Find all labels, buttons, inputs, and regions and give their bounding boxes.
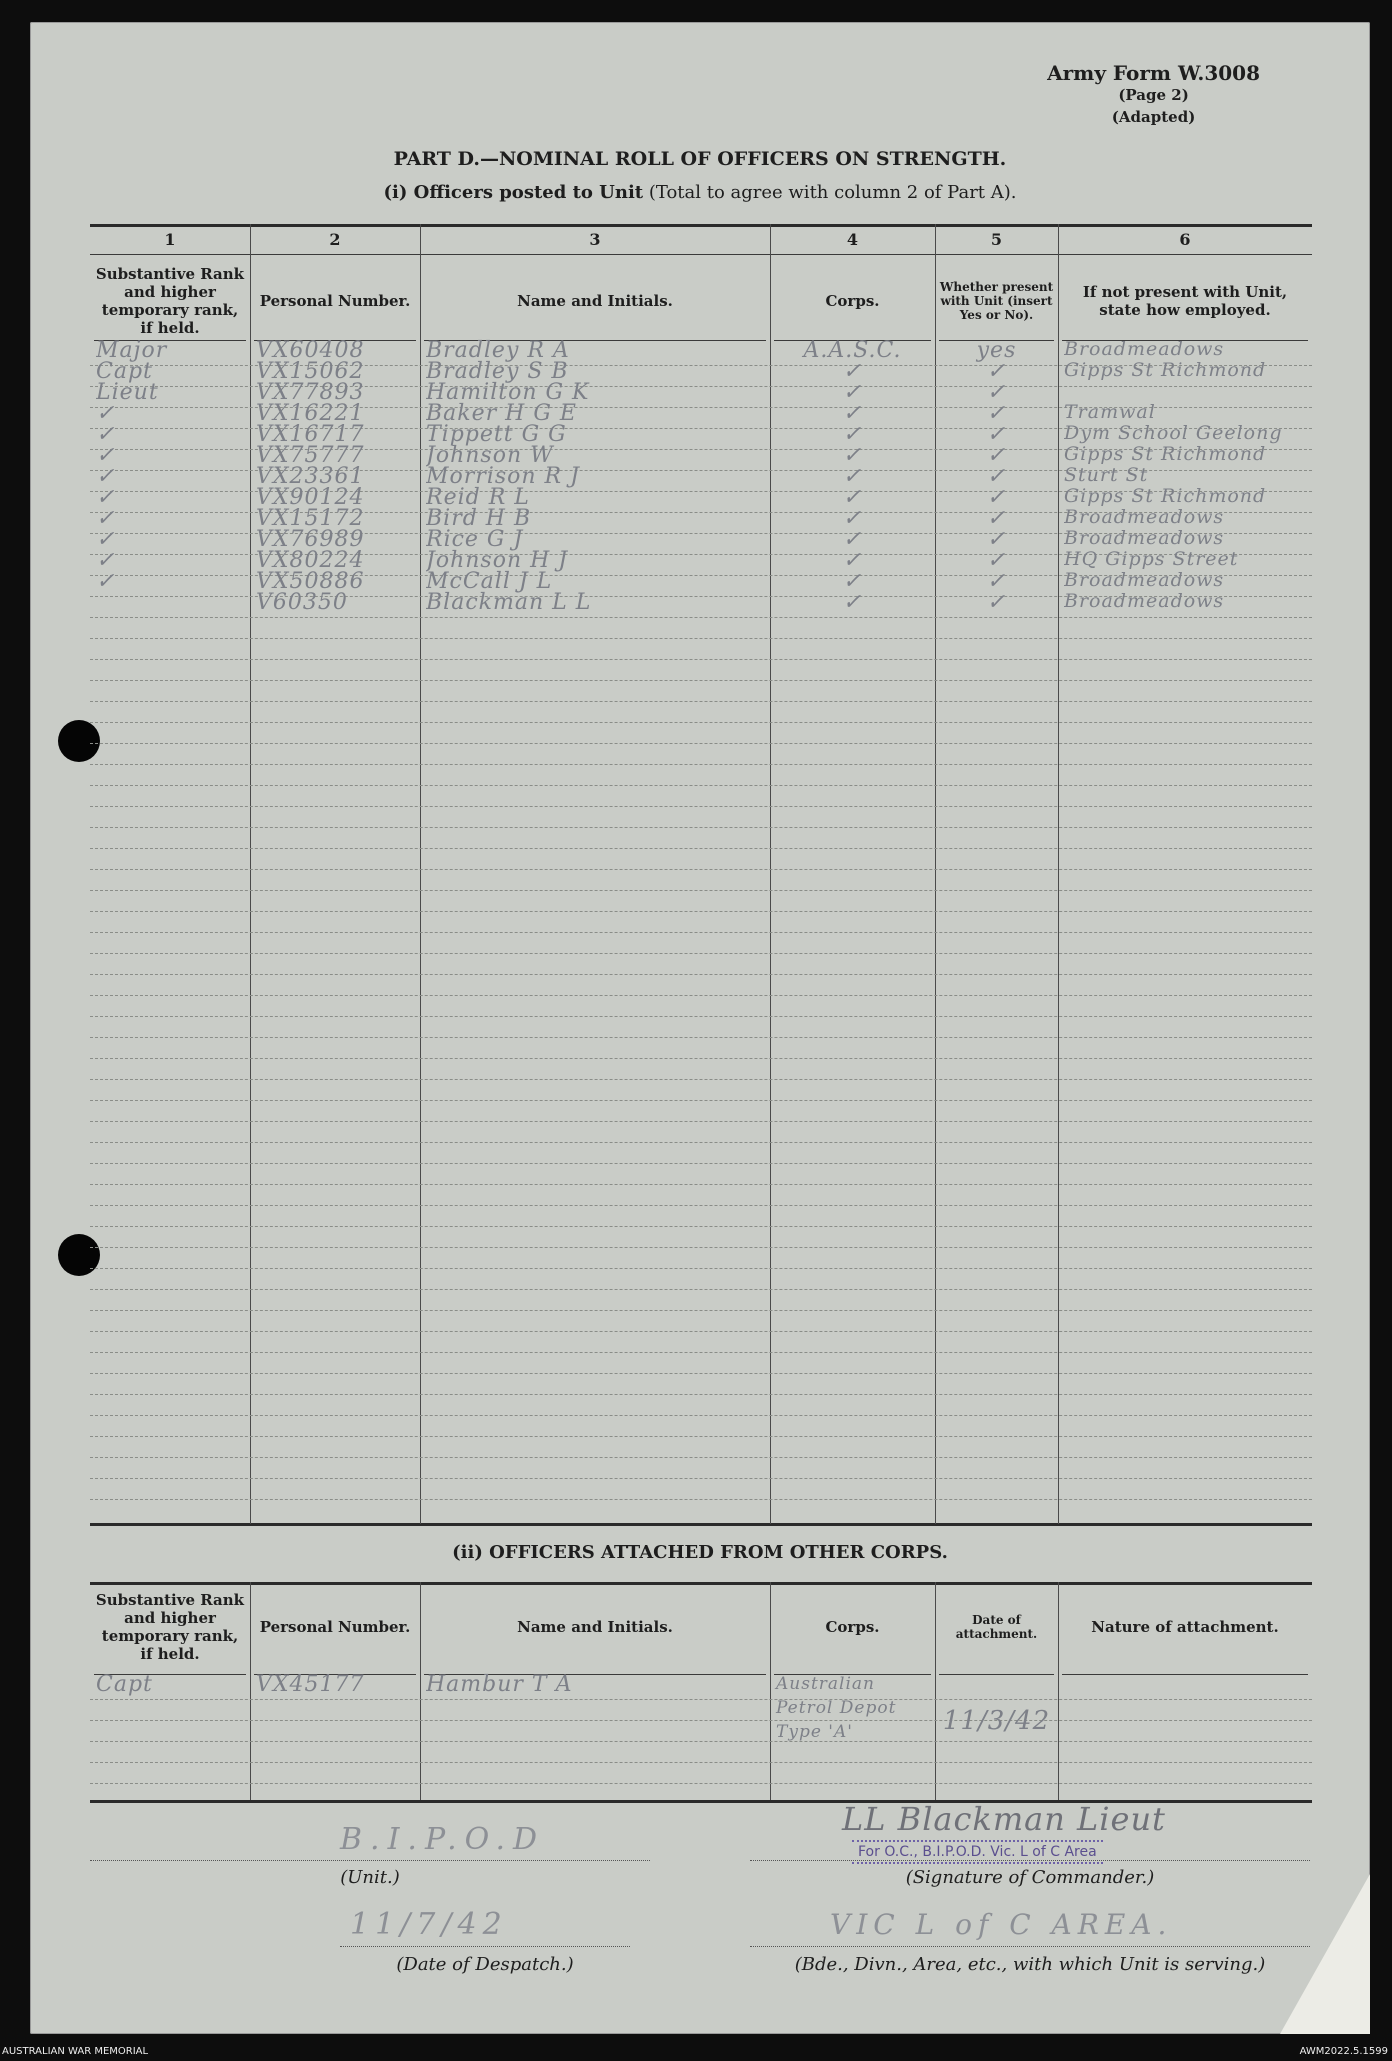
column-divider xyxy=(770,224,771,1524)
ruled-line xyxy=(90,701,1312,702)
column-header xyxy=(939,1588,1054,1666)
handwritten-present: ✓ xyxy=(986,380,1007,405)
despatch-value: 11/7/42 xyxy=(350,1907,508,1942)
handwritten-corps: A.A.S.C. xyxy=(803,338,902,363)
handwritten-present: ✓ xyxy=(986,506,1007,531)
unit-line xyxy=(90,1860,650,1861)
handwritten-number: VX90124 xyxy=(256,485,365,510)
handwritten-name: Bird H B xyxy=(426,506,532,531)
column-header-label: If not present with Unit, state how employed. xyxy=(1082,283,1288,319)
ruled-line xyxy=(90,617,1312,618)
handwritten-employed: Gipps St Richmond xyxy=(1064,485,1267,507)
handwritten-number: VX16717 xyxy=(256,422,365,447)
form-sheet xyxy=(30,22,1370,2034)
ruled-line xyxy=(90,1741,1312,1742)
handwritten-present: ✓ xyxy=(986,569,1007,594)
column-header-label: Whether present with Unit (insert Yes or No). xyxy=(939,280,1054,322)
column-header-label: Nature of attachment. xyxy=(1091,1618,1279,1636)
handwritten-name: Baker H G E xyxy=(426,401,577,426)
area-caption: (Bde., Divn., Area, etc., with which Unit is serving.) xyxy=(794,1954,1266,1975)
handwritten-employed: Broadmeadows xyxy=(1064,527,1225,549)
header-underline xyxy=(939,1674,1054,1675)
officers-attached-table xyxy=(90,1582,1312,1802)
column-header xyxy=(424,260,766,342)
ruled-line xyxy=(90,911,1312,912)
ruled-line xyxy=(90,974,1312,975)
ruled-line xyxy=(90,1163,1312,1164)
column-divider xyxy=(1058,1582,1059,1800)
column-header xyxy=(254,1588,416,1666)
unit-caption: (Unit.) xyxy=(340,1867,400,1888)
handwritten-corps: ✓ xyxy=(842,590,863,615)
handwritten-rank: Lieut xyxy=(96,380,159,405)
handwritten-name: Hambur T A xyxy=(426,1672,573,1697)
column-divider xyxy=(250,1582,251,1800)
section2-title: (ii) OFFICERS ATTACHED FROM OTHER CORPS. xyxy=(452,1542,948,1563)
officers-posted-table xyxy=(90,224,1312,1526)
ruled-line xyxy=(90,995,1312,996)
column-header xyxy=(1062,260,1308,342)
form-number: Army Form W.3008 xyxy=(1047,61,1260,85)
handwritten-present: ✓ xyxy=(986,401,1007,426)
ruled-line xyxy=(90,953,1312,954)
handwritten-number: VX15172 xyxy=(256,506,365,531)
ruled-line xyxy=(90,1184,1312,1185)
handwritten-rank: ✓ xyxy=(96,464,116,489)
handwritten-name: Blackman L L xyxy=(426,590,592,615)
ruled-line xyxy=(90,1121,1312,1122)
handwritten-number: VX50886 xyxy=(256,569,365,594)
handwritten-number: VX15062 xyxy=(256,359,365,384)
column-header xyxy=(939,260,1054,342)
column-divider xyxy=(770,1582,771,1800)
handwritten-present: ✓ xyxy=(986,590,1007,615)
ruled-line xyxy=(90,1100,1312,1101)
column-header-label: Name and Initials. xyxy=(517,1618,673,1636)
form-adapted: (Adapted) xyxy=(1111,108,1196,126)
handwritten-name: McCall J L xyxy=(426,569,553,594)
ruled-line xyxy=(90,1499,1312,1500)
despatch-line xyxy=(340,1946,630,1947)
ruled-line xyxy=(90,806,1312,807)
handwritten-corps: ✓ xyxy=(842,359,863,384)
column-number: 3 xyxy=(589,230,601,249)
ruled-line xyxy=(90,659,1312,660)
column-header-label: Name and Initials. xyxy=(517,292,673,310)
column-divider xyxy=(935,1582,936,1800)
ruled-line xyxy=(90,1037,1312,1038)
handwritten-number: VX23361 xyxy=(256,464,365,489)
ruled-line xyxy=(90,1478,1312,1479)
ruled-line xyxy=(90,1457,1312,1458)
handwritten-present: ✓ xyxy=(986,422,1007,447)
handwritten-corps: ✓ xyxy=(842,443,863,468)
ruled-line xyxy=(90,848,1312,849)
handwritten-number: VX80224 xyxy=(256,548,365,573)
handwritten-corps: ✓ xyxy=(842,548,863,573)
commander-stamp: For O.C., B.I.P.O.D. Vic. L of C Area xyxy=(852,1840,1103,1864)
ruled-line xyxy=(90,1720,1312,1721)
handwritten-employed: Dym School Geelong xyxy=(1064,422,1283,444)
handwritten-employed: HQ Gipps Street xyxy=(1064,548,1239,570)
handwritten-employed: Broadmeadows xyxy=(1064,569,1225,591)
handwritten-rank: ✓ xyxy=(96,485,116,510)
part-title: PART D.—NOMINAL ROLL OF OFFICERS ON STRENGTH. xyxy=(393,148,1007,170)
ruled-line xyxy=(90,1415,1312,1416)
ruled-line xyxy=(90,722,1312,723)
column-divider xyxy=(1058,224,1059,1524)
form-page: (Page 2) xyxy=(1118,86,1189,104)
ruled-line xyxy=(90,1289,1312,1290)
ruled-line xyxy=(90,638,1312,639)
handwritten-number: VX75777 xyxy=(256,443,365,468)
handwritten-corps: ✓ xyxy=(842,506,863,531)
signature-value: LL Blackman Lieut xyxy=(842,1800,1166,1838)
ruled-line xyxy=(90,1436,1312,1437)
column-header xyxy=(424,1588,766,1666)
column-header xyxy=(94,1588,246,1666)
column-header xyxy=(774,1588,931,1666)
handwritten-employed: Broadmeadows xyxy=(1064,338,1225,360)
handwritten-name: Morrison R J xyxy=(426,464,580,489)
handwritten-rank: ✓ xyxy=(96,569,116,594)
handwritten-corps: Australian Petrol Depot Type 'A' xyxy=(776,1674,897,1742)
handwritten-name: Tippett G G xyxy=(426,422,567,447)
ruled-line xyxy=(90,785,1312,786)
handwritten-present: ✓ xyxy=(986,485,1007,510)
handwritten-corps: ✓ xyxy=(842,485,863,510)
ruled-line xyxy=(90,1352,1312,1353)
ruled-line xyxy=(90,1762,1312,1763)
ruled-line xyxy=(90,1699,1312,1700)
signature-line xyxy=(750,1860,1310,1861)
handwritten-rank: Major xyxy=(96,338,168,363)
column-divider xyxy=(420,224,421,1524)
handwritten-corps: ✓ xyxy=(842,527,863,552)
handwritten-present: yes xyxy=(976,338,1017,363)
column-header-label: Substantive Rank and higher temporary rank, if held. xyxy=(95,1591,245,1663)
ruled-line xyxy=(90,1079,1312,1080)
section1-subtitle-rest: (Total to agree with column 2 of Part A). xyxy=(643,182,1017,203)
handwritten-number: VX77893 xyxy=(256,380,365,405)
ruled-line xyxy=(90,1310,1312,1311)
ruled-line xyxy=(90,890,1312,891)
ruled-line xyxy=(90,869,1312,870)
ruled-line xyxy=(90,1373,1312,1374)
ruled-line xyxy=(90,1783,1312,1784)
handwritten-number: VX16221 xyxy=(256,401,365,426)
signature-caption: (Signature of Commander.) xyxy=(905,1867,1155,1888)
handwritten-present: ✓ xyxy=(986,464,1007,489)
handwritten-corps: ✓ xyxy=(842,380,863,405)
column-header-label: Personal Number. xyxy=(259,292,411,310)
handwritten-present: ✓ xyxy=(986,443,1007,468)
unit-value: B.I.P.O.D xyxy=(340,1822,546,1857)
handwritten-rank: ✓ xyxy=(96,527,116,552)
area-value: VIC L of C AREA. xyxy=(830,1908,1173,1941)
handwritten-number: VX76989 xyxy=(256,527,365,552)
area-line xyxy=(750,1946,1310,1947)
column-number: 2 xyxy=(329,230,341,249)
ruled-line xyxy=(90,932,1312,933)
handwritten-present: ✓ xyxy=(986,548,1007,573)
ruled-line xyxy=(90,680,1312,681)
column-header xyxy=(94,260,246,342)
column-header-label: Corps. xyxy=(825,292,880,310)
header-underline xyxy=(1062,1674,1308,1675)
archive-left: AUSTRALIAN WAR MEMORIAL xyxy=(2,2046,149,2057)
handwritten-name: Reid R L xyxy=(426,485,530,510)
ruled-line xyxy=(90,1205,1312,1206)
column-header xyxy=(774,260,931,342)
ruled-line xyxy=(90,1226,1312,1227)
handwritten-number: VX45177 xyxy=(256,1672,365,1697)
handwritten-employed: Gipps St Richmond xyxy=(1064,359,1267,381)
column-header xyxy=(1062,1588,1308,1666)
handwritten-corps: ✓ xyxy=(842,422,863,447)
section1-subtitle xyxy=(30,182,1370,203)
handwritten-number: V60350 xyxy=(256,590,348,615)
ruled-line xyxy=(90,764,1312,765)
ruled-line xyxy=(90,743,1312,744)
column-header-label: Substantive Rank and higher temporary rank, if held. xyxy=(95,265,245,337)
ruled-line xyxy=(90,1331,1312,1332)
ruled-line xyxy=(90,1016,1312,1017)
column-divider xyxy=(250,224,251,1524)
handwritten-name: Hamilton G K xyxy=(426,380,590,405)
ruled-line xyxy=(90,1142,1312,1143)
handwritten-corps: ✓ xyxy=(842,401,863,426)
column-header-label: Corps. xyxy=(825,1618,880,1636)
handwritten-rank: ✓ xyxy=(96,548,116,573)
handwritten-number: VX60408 xyxy=(256,338,365,363)
handwritten-present: ✓ xyxy=(986,527,1007,552)
handwritten-corps: ✓ xyxy=(842,569,863,594)
handwritten-name: Bradley S B xyxy=(426,359,569,384)
handwritten-name: Rice G J xyxy=(426,527,524,552)
column-header-label: Personal Number. xyxy=(259,1618,411,1636)
ruled-line xyxy=(90,1058,1312,1059)
column-number: 6 xyxy=(1179,230,1191,249)
column-header-label: Date of attachment. xyxy=(955,1613,1038,1641)
handwritten-employed: Broadmeadows xyxy=(1064,506,1225,528)
column-divider xyxy=(935,224,936,1524)
handwritten-name: Bradley R A xyxy=(426,338,570,363)
column-header xyxy=(254,260,416,342)
handwritten-corps: ✓ xyxy=(842,464,863,489)
handwritten-date: 11/3/42 xyxy=(942,1706,1051,1736)
ruled-line xyxy=(90,1268,1312,1269)
handwritten-employed: Broadmeadows xyxy=(1064,590,1225,612)
handwritten-employed: Sturt St xyxy=(1064,464,1149,486)
column-divider xyxy=(420,1582,421,1800)
handwritten-rank: Capt xyxy=(96,359,153,384)
ruled-line xyxy=(90,1394,1312,1395)
despatch-caption: (Date of Despatch.) xyxy=(396,1954,574,1975)
handwritten-rank: ✓ xyxy=(96,422,116,447)
handwritten-rank: Capt xyxy=(96,1672,153,1697)
ruled-line xyxy=(90,827,1312,828)
handwritten-rank: ✓ xyxy=(96,443,116,468)
handwritten-employed: Gipps St Richmond xyxy=(1064,443,1267,465)
handwritten-name: Johnson W xyxy=(426,443,554,468)
archive-right: AWM2022.5.1599 xyxy=(1299,2046,1388,2057)
handwritten-present: ✓ xyxy=(986,359,1007,384)
handwritten-rank: ✓ xyxy=(96,506,116,531)
handwritten-rank: ✓ xyxy=(96,401,116,426)
column-number: 4 xyxy=(846,230,859,249)
ruled-line xyxy=(90,1247,1312,1248)
form-number-block xyxy=(1047,62,1260,128)
section1-subtitle-bold: (i) Officers posted to Unit xyxy=(383,182,644,203)
column-number: 1 xyxy=(164,230,176,249)
handwritten-employed: Tramwal xyxy=(1064,401,1156,423)
handwritten-name: Johnson H J xyxy=(426,548,569,573)
column-number: 5 xyxy=(990,230,1003,249)
